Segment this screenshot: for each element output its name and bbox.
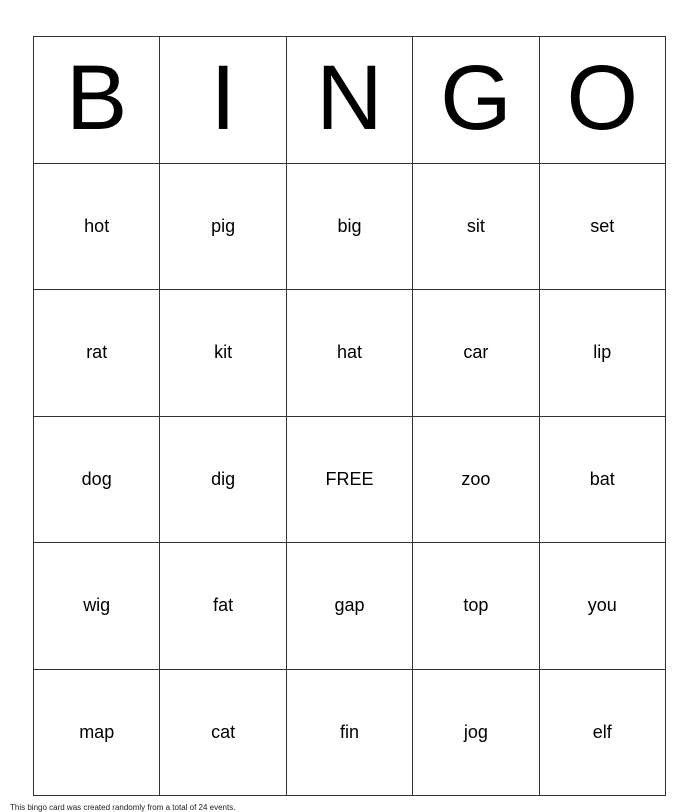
bingo-cell: set bbox=[540, 164, 666, 291]
bingo-cell: kit bbox=[160, 290, 286, 417]
bingo-cell: hot bbox=[34, 164, 160, 291]
bingo-cell: top bbox=[413, 543, 539, 670]
bingo-cell: zoo bbox=[413, 417, 539, 544]
bingo-cell: cat bbox=[160, 670, 286, 797]
bingo-cell: pig bbox=[160, 164, 286, 291]
bingo-cell: jog bbox=[413, 670, 539, 797]
bingo-cell: dig bbox=[160, 417, 286, 544]
header-letter-g: G bbox=[413, 37, 539, 164]
bingo-cell: fin bbox=[287, 670, 413, 797]
header-letter-n: N bbox=[287, 37, 413, 164]
bingo-cell: dog bbox=[34, 417, 160, 544]
footer-note: This bingo card was created randomly from a total of 24 events. bbox=[10, 803, 236, 812]
bingo-card bbox=[33, 36, 666, 796]
bingo-cell: fat bbox=[160, 543, 286, 670]
header-letter-i: I bbox=[160, 37, 286, 164]
bingo-cell: big bbox=[287, 164, 413, 291]
bingo-cell: rat bbox=[34, 290, 160, 417]
bingo-cell: wig bbox=[34, 543, 160, 670]
header-letter-o: O bbox=[540, 37, 666, 164]
free-space-cell: FREE bbox=[287, 417, 413, 544]
bingo-cell: hat bbox=[287, 290, 413, 417]
bingo-cell: gap bbox=[287, 543, 413, 670]
header-letter-b: B bbox=[34, 37, 160, 164]
bingo-cell: you bbox=[540, 543, 666, 670]
bingo-cell: car bbox=[413, 290, 539, 417]
bingo-cell: sit bbox=[413, 164, 539, 291]
bingo-cell: lip bbox=[540, 290, 666, 417]
bingo-cell: bat bbox=[540, 417, 666, 544]
bingo-cell: map bbox=[34, 670, 160, 797]
bingo-cell: elf bbox=[540, 670, 666, 797]
